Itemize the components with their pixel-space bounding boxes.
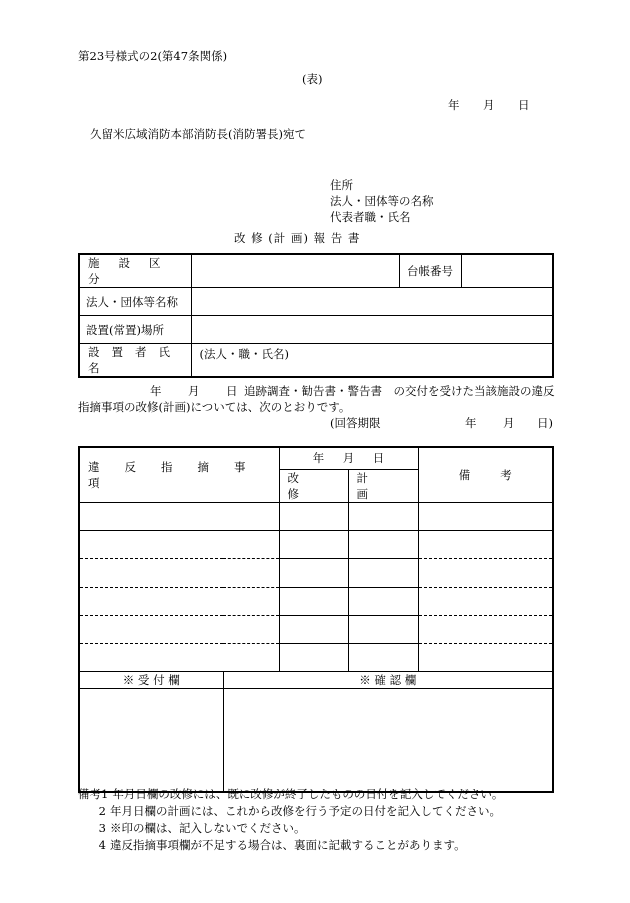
deadline-month: 月 bbox=[503, 416, 515, 430]
deadline-label: (回答期限 bbox=[330, 416, 381, 430]
installer-text: 設置者氏名 bbox=[88, 345, 182, 375]
org-name-field[interactable] bbox=[191, 288, 553, 316]
kakunin-header: ※ 確 認 欄 bbox=[223, 671, 553, 688]
submitter-org-name: 法人・団体等の名称 bbox=[330, 194, 434, 208]
kaishu-header bbox=[279, 469, 348, 502]
body-day: 日 bbox=[226, 384, 238, 398]
violation-table bbox=[78, 446, 554, 793]
location-label: 設置(常置)場所 bbox=[79, 316, 191, 344]
installer-hint: (法人・職・氏名) bbox=[199, 347, 289, 361]
table-row bbox=[79, 558, 553, 587]
notes-prefix: 備考 bbox=[78, 787, 101, 801]
body-line1: 追跡調査・勧告書・警告書 の交付を受けた当該施設の違反 bbox=[244, 384, 555, 398]
info-table bbox=[78, 253, 554, 378]
uketsuke-header: ※ 受 付 欄 bbox=[79, 671, 223, 688]
table-row bbox=[79, 530, 553, 558]
submitter-rep: 代表者職・氏名 bbox=[330, 210, 411, 224]
date-header-year: 年 bbox=[312, 451, 325, 466]
note-number: 2 bbox=[98, 804, 106, 818]
facility-class-label bbox=[79, 254, 191, 288]
submitter-address: 住所 bbox=[330, 178, 353, 192]
table-row bbox=[79, 502, 553, 530]
table-row bbox=[79, 615, 553, 643]
keikaku-header bbox=[348, 469, 418, 502]
installer-field[interactable] bbox=[191, 344, 553, 378]
uketsuke-field[interactable] bbox=[79, 688, 223, 792]
ledger-no-field[interactable] bbox=[461, 254, 553, 288]
note-number: 1 bbox=[101, 787, 109, 801]
note-text: ※印の欄は、記入しないでください。 bbox=[110, 821, 306, 835]
remarks-header-text: 備考 bbox=[458, 467, 542, 482]
deadline-close: 日) bbox=[537, 416, 553, 430]
location-field[interactable] bbox=[191, 316, 553, 344]
deadline-year: 年 bbox=[465, 416, 477, 430]
table-row bbox=[79, 587, 553, 615]
kaishu-text: 改修 bbox=[287, 470, 327, 501]
note-item bbox=[78, 786, 503, 803]
note-text: 年月日欄の計画には、これから改修を行う予定の日付を記入してください。 bbox=[110, 804, 501, 818]
item-header bbox=[79, 447, 279, 502]
date-header bbox=[279, 447, 418, 469]
form-id: 第23号様式の2(第47条関係) bbox=[78, 49, 228, 63]
note-item bbox=[78, 803, 503, 820]
org-name-label: 法人・団体等名称 bbox=[79, 288, 191, 316]
header-day: 日 bbox=[518, 98, 530, 112]
installer-label bbox=[79, 344, 191, 378]
table-row bbox=[79, 643, 553, 671]
addressee: 久留米広域消防本部消防長(消防署長)宛て bbox=[90, 127, 306, 141]
ledger-no-label: 台帳番号 bbox=[399, 254, 461, 288]
side-label: (表) bbox=[302, 72, 323, 86]
facility-class-text: 施設区分 bbox=[88, 256, 180, 286]
note-item bbox=[78, 820, 503, 837]
body-line2: 指摘事項の改修(計画)については、次のとおりです。 bbox=[78, 400, 351, 414]
header-month: 月 bbox=[483, 98, 495, 112]
body-year: 年 bbox=[150, 384, 162, 398]
item-header-text: 違反指摘事項 bbox=[88, 459, 271, 490]
note-text: 違反指摘事項欄が不足する場合は、裏面に記載することがあります。 bbox=[110, 838, 466, 852]
body-month: 月 bbox=[188, 384, 200, 398]
date-header-day: 日 bbox=[372, 451, 385, 466]
form-title: 改 修 (計 画) 報 告 書 bbox=[234, 231, 361, 245]
keikaku-text: 計画 bbox=[356, 470, 396, 501]
notes bbox=[78, 786, 503, 854]
remarks-header bbox=[418, 447, 553, 502]
note-text: 年月日欄の改修には、既に改修が終了したものの日付を記入してください。 bbox=[112, 787, 504, 801]
note-number: 4 bbox=[98, 838, 106, 852]
facility-class-field[interactable] bbox=[191, 254, 399, 288]
kakunin-field[interactable] bbox=[223, 688, 553, 792]
header-year: 年 bbox=[448, 98, 460, 112]
date-header-month: 月 bbox=[342, 451, 355, 466]
note-item bbox=[78, 837, 503, 854]
note-number: 3 bbox=[98, 821, 106, 835]
